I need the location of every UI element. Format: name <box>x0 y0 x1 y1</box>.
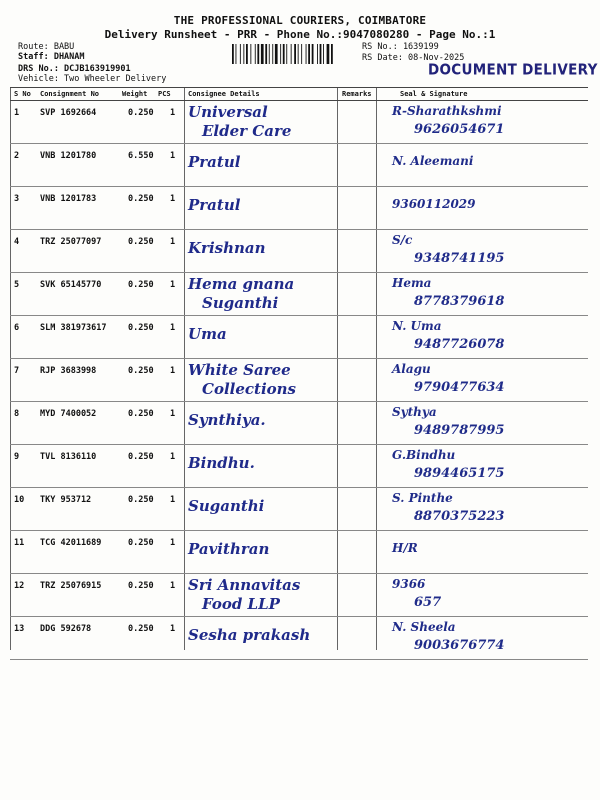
barcode-bar <box>269 44 270 64</box>
barcode-bar <box>323 44 324 64</box>
table-row <box>10 617 588 660</box>
barcode-bar <box>250 44 251 64</box>
row-weight: 0.250 <box>128 581 154 591</box>
row-consignment-no: SVP 1692664 <box>40 108 97 118</box>
row-consignment-no: TRZ 25077097 <box>40 237 102 247</box>
consignee-handwriting: Suganthi <box>202 294 279 312</box>
row-weight: 6.550 <box>128 151 154 161</box>
row-sno: 11 <box>14 538 25 548</box>
seal-signature: N. Sheela <box>392 620 456 634</box>
seal-signature: 9626054671 <box>414 122 505 137</box>
consignee-handwriting: Krishnan <box>188 239 266 257</box>
row-consignment-no: MYD 7400052 <box>40 409 97 419</box>
row-sno: 10 <box>14 495 25 505</box>
company-title: THE PROFESSIONAL COURIERS, COIMBATORE <box>173 14 427 27</box>
barcode-bar <box>320 44 322 64</box>
row-consignment-no: VNB 1201780 <box>40 151 97 161</box>
header-weight: Weight <box>122 90 148 98</box>
table-row <box>10 445 588 488</box>
row-sno: 4 <box>14 237 20 247</box>
seal-signature: R-Sharathkshmi <box>392 104 502 118</box>
row-sno: 1 <box>14 108 20 118</box>
row-sno: 13 <box>14 624 25 634</box>
drs-number: DRS No.: DCJB163919901 <box>18 64 131 74</box>
consignee-handwriting: Uma <box>188 325 227 343</box>
seal-signature: 657 <box>414 595 442 610</box>
row-weight: 0.250 <box>128 452 154 462</box>
table-row <box>10 359 588 402</box>
seal-signature: 8778379618 <box>414 294 505 309</box>
row-pcs: 1 <box>170 108 176 118</box>
barcode-bar <box>275 44 278 64</box>
staff-label: Staff: DHANAM <box>18 52 85 62</box>
header-consignment: Consignment No <box>40 90 100 98</box>
barcode-bar <box>280 44 281 64</box>
consignee-handwriting: Sesha prakash <box>188 626 311 644</box>
consignee-handwriting: Universal <box>188 103 268 121</box>
row-sno: 5 <box>14 280 20 290</box>
row-weight: 0.250 <box>128 366 154 376</box>
seal-signature: 8870375223 <box>414 509 505 524</box>
row-weight: 0.250 <box>128 538 154 548</box>
seal-signature: N. Uma <box>392 319 442 333</box>
route-label: Route: BABU <box>18 42 75 52</box>
barcode-bar <box>261 44 264 64</box>
barcode-bar <box>331 44 333 64</box>
row-sno: 3 <box>14 194 20 204</box>
barcode-bar <box>327 44 330 64</box>
header-sno: S No <box>14 90 31 98</box>
row-consignment-no: RJP 3683998 <box>40 366 97 376</box>
seal-signature: G.Bindhu <box>392 448 456 462</box>
row-pcs: 1 <box>170 495 176 505</box>
row-consignment-no: SLM 381973617 <box>40 323 107 333</box>
row-sno: 7 <box>14 366 20 376</box>
consignee-handwriting: Collections <box>202 380 296 398</box>
document-delivery-stamp: DOCUMENT DELIVERY <box>428 61 598 79</box>
row-consignment-no: TCG 42011689 <box>40 538 102 548</box>
seal-signature: 9487726078 <box>414 337 505 352</box>
barcode-bar <box>255 44 256 64</box>
table-row <box>10 574 588 617</box>
table-row <box>10 144 588 187</box>
row-weight: 0.250 <box>128 108 154 118</box>
seal-signature: S/c <box>392 233 413 247</box>
seal-signature: S. Pinthe <box>392 491 453 505</box>
row-sno: 2 <box>14 151 20 161</box>
row-pcs: 1 <box>170 237 176 247</box>
row-weight: 0.250 <box>128 194 154 204</box>
row-sno: 9 <box>14 452 20 462</box>
barcode-bar <box>272 44 273 64</box>
header-remarks: Remarks <box>342 90 372 98</box>
row-pcs: 1 <box>170 538 176 548</box>
row-weight: 0.250 <box>128 495 154 505</box>
vehicle-label: Vehicle: Two Wheeler Delivery <box>18 74 167 84</box>
consignee-handwriting: Pratul <box>188 153 241 171</box>
table-row <box>10 273 588 316</box>
row-pcs: 1 <box>170 581 176 591</box>
row-consignment-no: SVK 65145770 <box>40 280 102 290</box>
runsheet-table <box>10 87 588 660</box>
barcode <box>232 44 354 64</box>
table-row <box>10 402 588 445</box>
consignee-handwriting: White Saree <box>188 361 291 379</box>
barcode-bar <box>317 44 318 64</box>
row-weight: 0.250 <box>128 323 154 333</box>
seal-signature: 9489787995 <box>414 423 505 438</box>
barcode-bar <box>232 44 234 64</box>
table-row <box>10 488 588 531</box>
barcode-bar <box>236 44 237 64</box>
row-weight: 0.250 <box>128 409 154 419</box>
runsheet-subtitle: Delivery Runsheet - PRR - Phone No.:9047080280 - Page No.:1 <box>104 28 496 41</box>
row-sno: 12 <box>14 581 25 591</box>
row-pcs: 1 <box>170 280 176 290</box>
row-consignment-no: TRZ 25076915 <box>40 581 102 591</box>
row-pcs: 1 <box>170 624 176 634</box>
seal-signature: 9366 <box>392 577 426 591</box>
seal-signature: 9894465175 <box>414 466 505 481</box>
row-pcs: 1 <box>170 452 176 462</box>
row-weight: 0.250 <box>128 624 154 634</box>
seal-signature: Hema <box>392 276 432 290</box>
seal-signature: Sythya <box>392 405 437 419</box>
barcode-bar <box>243 44 244 64</box>
row-pcs: 1 <box>170 409 176 419</box>
seal-signature: N. Aleemani <box>392 154 474 168</box>
seal-signature: 9790477634 <box>414 380 505 395</box>
row-consignment-no: TVL 8136110 <box>40 452 97 462</box>
row-weight: 0.250 <box>128 280 154 290</box>
header-consignee: Consignee Details <box>188 90 260 98</box>
consignee-handwriting: Pratul <box>188 196 241 214</box>
row-pcs: 1 <box>170 323 176 333</box>
barcode-bar <box>283 44 285 64</box>
row-consignment-no: TKY 953712 <box>40 495 92 505</box>
seal-signature: 9360112029 <box>392 197 476 211</box>
barcode-bar <box>301 44 302 64</box>
row-pcs: 1 <box>170 151 176 161</box>
barcode-bar <box>240 44 241 64</box>
row-consignment-no: VNB 1201783 <box>40 194 97 204</box>
consignee-handwriting: Synthiya. <box>188 411 266 429</box>
row-pcs: 1 <box>170 366 176 376</box>
seal-signature: 9348741195 <box>414 251 505 266</box>
consignee-handwriting: Food LLP <box>202 595 280 613</box>
row-pcs: 1 <box>170 194 176 204</box>
row-consignment-no: DDG 592678 <box>40 624 92 634</box>
row-weight: 0.250 <box>128 237 154 247</box>
seal-signature: Alagu <box>392 362 431 376</box>
barcode-bar <box>265 44 267 64</box>
row-sno: 8 <box>14 409 20 419</box>
table-row <box>10 230 588 273</box>
barcode-bar <box>291 44 292 64</box>
barcode-bar <box>286 44 287 64</box>
barcode-bar <box>257 44 259 64</box>
seal-signature: 9003676774 <box>414 638 505 653</box>
barcode-bar <box>298 44 299 64</box>
consignee-handwriting: Sri Annavitas <box>188 576 301 594</box>
table-row <box>10 316 588 359</box>
consignee-handwriting: Hema gnana <box>188 275 295 293</box>
row-sno: 6 <box>14 323 20 333</box>
consignee-handwriting: Suganthi <box>188 497 265 515</box>
table-row <box>10 101 588 144</box>
header-pcs: PCS <box>158 90 171 98</box>
table-row <box>10 187 588 230</box>
consignee-handwriting: Elder Care <box>202 122 292 140</box>
barcode-bar <box>294 44 296 64</box>
table-header <box>10 87 588 101</box>
header-seal-signature: Seal & Signature <box>400 90 468 98</box>
table-row <box>10 531 588 574</box>
consignee-handwriting: Bindhu. <box>188 454 255 472</box>
barcode-bar <box>312 44 314 64</box>
rs-number: RS No.: 1639199 <box>362 42 439 52</box>
barcode-bar <box>308 44 310 64</box>
rs-date: RS Date: 08-Nov-2025 <box>362 53 465 63</box>
seal-signature: H/R <box>392 541 418 555</box>
barcode-bar <box>246 44 248 64</box>
barcode-bar <box>306 44 307 64</box>
consignee-handwriting: Pavithran <box>188 540 270 558</box>
